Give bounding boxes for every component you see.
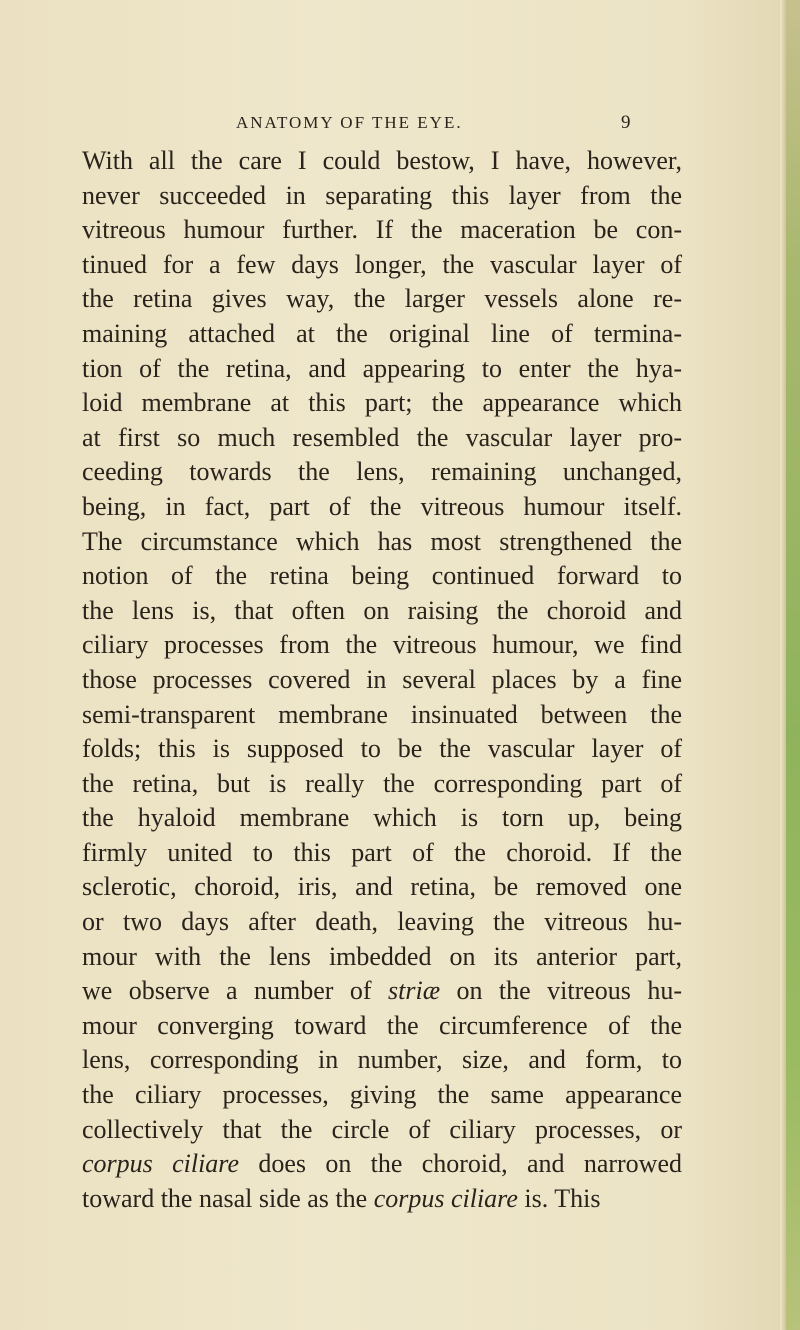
text-line [82, 282, 682, 317]
text-line [82, 836, 682, 871]
text-line [82, 352, 682, 387]
text-line [82, 144, 682, 179]
text-segment: toward the nasal side as the [82, 1183, 374, 1213]
text-segment: vitreous humour further. If the maceration be con- [82, 215, 682, 245]
text-segment: we observe a number of [82, 976, 389, 1006]
text-segment: ceeding towards the lens, remaining unchanged, [82, 457, 682, 487]
text-line [82, 421, 682, 456]
text-segment: or two days after death, leaving the vitreous hu- [82, 907, 682, 937]
running-head: ANATOMY OF THE EYE. [236, 113, 463, 132]
text-line [82, 386, 682, 421]
text-segment: collectively that the circle of ciliary processes, or [82, 1114, 682, 1144]
text-segment: notion of the retina being continued forward to [82, 561, 682, 591]
text-line [82, 767, 682, 802]
text-line [82, 1113, 682, 1148]
text-line [82, 179, 682, 214]
page-edge-binding [786, 0, 800, 1330]
text-segment: on the vitreous hu- [440, 976, 683, 1006]
text-segment: does on the choroid, and narrowed [239, 1149, 683, 1179]
text-line [82, 1078, 682, 1113]
text-segment: sclerotic, choroid, iris, and retina, be removed one [82, 872, 682, 902]
text-line [82, 628, 682, 663]
text-line [82, 248, 682, 283]
text-segment: lens, corresponding in number, size, and form, to [82, 1045, 682, 1075]
text-line [82, 870, 682, 905]
text-segment: maining attached at the original line of termina- [82, 318, 682, 348]
text-line [82, 663, 682, 698]
body-text [82, 144, 682, 1216]
italic-term: corpus ciliare [82, 1149, 240, 1179]
text-segment: With all the care I could bestow, I have, however, [82, 146, 682, 175]
text-segment: being, in fact, part of the vitreous humour itself. [82, 491, 682, 521]
text-segment: never succeeded in separating this layer from the [82, 180, 682, 210]
text-line [82, 801, 682, 836]
text-segment: mour converging toward the circumference of the [82, 1010, 682, 1040]
text-line [82, 490, 682, 525]
text-line [82, 940, 682, 975]
text-line [82, 1009, 682, 1044]
text-segment: is. This [517, 1183, 601, 1213]
text-segment: The circumstance which has most strengthened the [82, 526, 682, 556]
text-segment: tion of the retina, and appearing to enter the hya- [82, 353, 682, 383]
text-segment: the ciliary processes, giving the same appearance [82, 1080, 682, 1110]
text-line [82, 455, 682, 490]
text-segment: the retina, but is really the corresponding part of [82, 768, 682, 798]
text-segment: ciliary processes from the vitreous humour, we find [82, 630, 682, 660]
text-line [82, 1147, 682, 1182]
text-line [82, 213, 682, 248]
text-segment: folds; this is supposed to be the vascular layer of [82, 734, 682, 764]
text-line [82, 732, 682, 767]
text-segment: firmly united to this part of the choroid. If the [82, 837, 682, 867]
text-line [82, 317, 682, 352]
text-segment: loid membrane at this part; the appearance which [82, 388, 682, 418]
text-line [82, 698, 682, 733]
text-line [82, 525, 682, 560]
text-line [82, 594, 682, 629]
text-line [82, 974, 682, 1009]
text-line [82, 905, 682, 940]
text-segment: the hyaloid membrane which is torn up, being [82, 803, 682, 833]
text-line [82, 1043, 682, 1078]
text-segment: those processes covered in several places by a fine [82, 664, 682, 694]
italic-term: striæ [388, 976, 441, 1006]
text-segment: mour with the lens imbedded on its anterior part, [82, 941, 682, 971]
text-line [82, 559, 682, 594]
page-number: 9 [621, 112, 633, 133]
text-segment: at first so much resembled the vascular layer pro- [82, 422, 682, 452]
page-header [236, 113, 656, 141]
italic-term: corpus ciliare [373, 1183, 518, 1213]
text-segment: the lens is, that often on raising the choroid and [82, 595, 682, 625]
text-segment: semi-transparent membrane insinuated between the [82, 699, 682, 729]
text-line [82, 1182, 682, 1217]
text-segment: tinued for a few days longer, the vascular layer of [82, 249, 682, 279]
text-segment: the retina gives way, the larger vessels alone re- [82, 284, 682, 314]
